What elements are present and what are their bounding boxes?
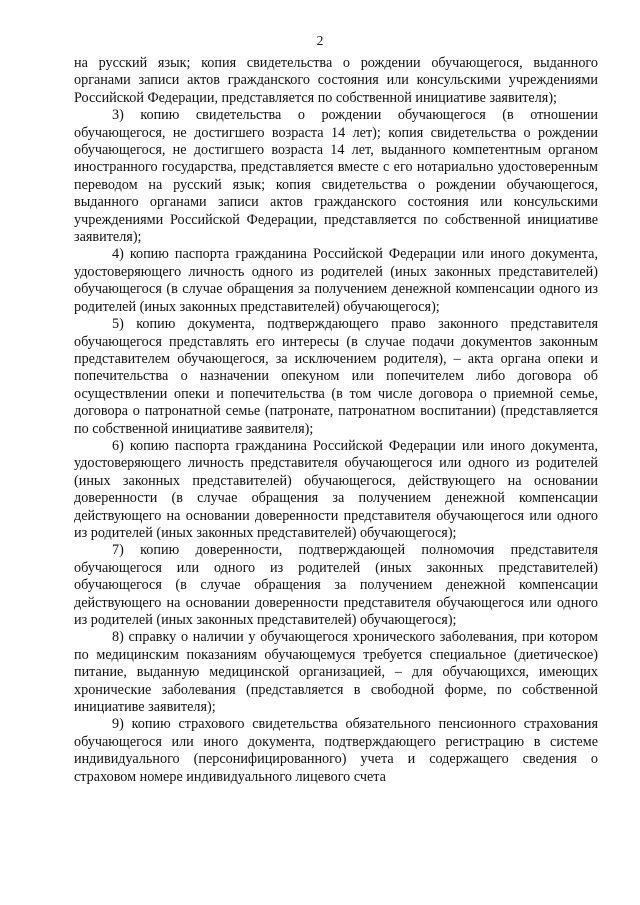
paragraph-continuation: на русский язык; копия свидетельства о рождении обучающегося, выданного органами записи актов гражданского состояния или консульскими учреждениями Российской Федерации, представляется по собственной инициативе заявителя); — [74, 55, 598, 106]
document-body — [74, 55, 598, 786]
page-number: 2 — [316, 33, 324, 48]
paragraph-item-8: 8) справку о наличии у обучающегося хронического заболевания, при котором по медицинским показаниям обучающемуся требуется специальное (диетическое) питание, выданную медицинской организацией, – для обучающихся, имеющих хронические заболевания (представляется в свободной форме, по собственной инициативе заявителя); — [74, 629, 598, 716]
paragraph-item-6: 6) копию паспорта гражданина Российской Федерации или иного документа, удостоверяющего личность представителя обучающегося или одного из родителей (иных законных представителей) обучающегося, действующего на основании доверенности (в случае обращения за получением денежной компенсации действующего на основании доверенности представителя обучающегося или одного из родителей (иных законных представителей) обучающегося); — [74, 437, 598, 541]
paragraph-item-3: 3) копию свидетельства о рождении обучающегося (в отношении обучающегося, не достигшего возраста 14 лет); копия свидетельства о рождении обучающегося, не достигшего возраста 14 лет, выданного компетентным органом иностранного государства, представляется вместе с его нотариально удостоверенным переводом на русский язык; копия свидетельства о рождении обучающегося, выданного органами записи актов гражданского состояния или консульскими учреждениями Российской Федерации, представляется по собственной инициативе заявителя); — [74, 107, 598, 246]
paragraph-item-7: 7) копию доверенности, подтверждающей полномочия представителя обучающегося или одного из родителей (иных законных представителей) обучающегося (в случае обращения за получением денежной компенсации действующего на основании доверенности представителя обучающегося или одного из родителей (иных законных представителей) обучающегося); — [74, 542, 598, 628]
paragraph-item-5: 5) копию документа, подтверждающего право законного представителя обучающегося представлять его интересы (в случае подачи документов законным представителем обучающегося, за исключением родителя), – акта органа опеки и попечительства о назначении опекуном или попечителем либо договора об осуществлении опеки и попечительства (в том числе договора о приемной семье, договора о патронатной семье (патронате, патронатном воспитании) (представляется по собственной инициативе заявителя); — [74, 316, 598, 437]
paragraph-item-4: 4) копию паспорта гражданина Российской Федерации или иного документа, удостоверяющего личность одного из родителей (иных законных представителей) обучающегося (в случае обращения за получением денежной компенсации одного из родителей (иных законных представителей) обучающегося); — [74, 246, 598, 315]
paragraph-item-9: 9) копию страхового свидетельства обязательного пенсионного страхования обучающегося или иного документа, подтверждающего регистрацию в системе индивидуального (персонифицированного) учета и содержащего сведения о страховом номере индивидуального лицевого счета — [74, 716, 598, 785]
